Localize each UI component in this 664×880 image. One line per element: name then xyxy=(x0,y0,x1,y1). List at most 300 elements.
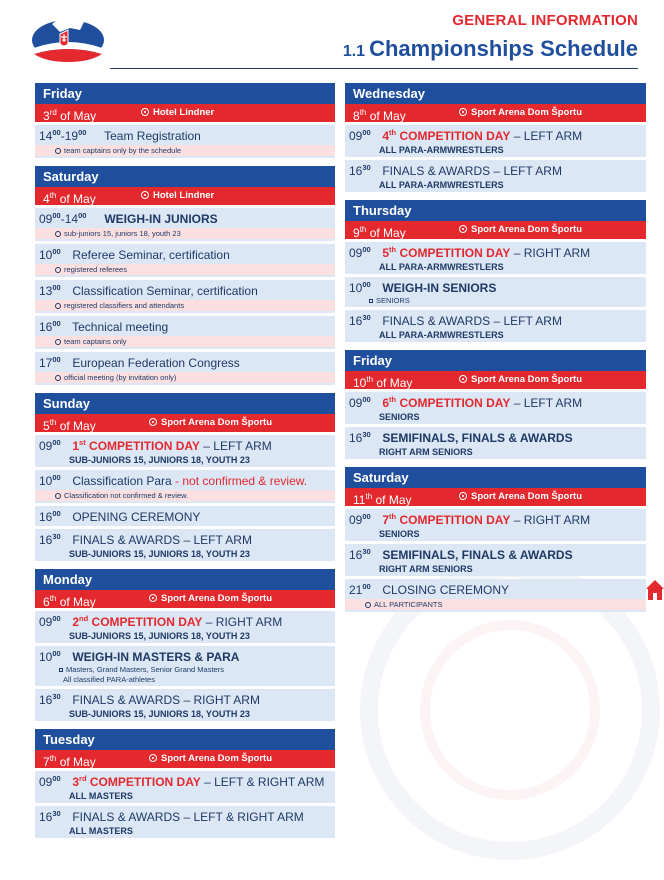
time-hour: 21 xyxy=(349,583,363,597)
event-time xyxy=(349,395,379,410)
title-text: Championships Schedule xyxy=(369,36,638,61)
time-minutes: 00 xyxy=(52,614,61,623)
event-note xyxy=(35,264,335,275)
date-number: 6 xyxy=(43,595,50,609)
date-number: 8 xyxy=(353,109,360,123)
venue xyxy=(141,104,214,122)
event-arm: – LEFT & RIGHT ARM xyxy=(200,775,325,789)
location-pin-icon xyxy=(141,108,149,116)
date-bar xyxy=(35,187,335,205)
day-name: Sunday xyxy=(35,393,335,414)
competition-day-number: 6 xyxy=(382,396,390,410)
schedule-event xyxy=(345,310,646,342)
time-separator: - xyxy=(60,129,65,143)
location-pin-icon xyxy=(149,754,157,762)
date-month: of May xyxy=(56,755,96,769)
location-pin-icon xyxy=(141,191,149,199)
date-bar xyxy=(345,221,646,239)
event-title: Classification Seminar, certification xyxy=(72,284,258,298)
event-line xyxy=(39,247,335,262)
venue-name: Sport Arena Dom Športu xyxy=(471,224,583,235)
event-time xyxy=(349,547,379,562)
date-month: of May xyxy=(56,419,96,433)
event-participants: ALL MASTERS xyxy=(69,826,133,836)
location-pin-icon xyxy=(459,492,467,500)
competition-day-number: 5 xyxy=(382,246,390,260)
event-line xyxy=(39,128,335,143)
day-block xyxy=(35,83,335,158)
event-time xyxy=(39,774,69,789)
event-time xyxy=(39,247,69,262)
date-suffix: th xyxy=(49,754,57,763)
schedule-event xyxy=(35,316,335,349)
event-participants-detail xyxy=(349,296,646,305)
note-text: Classification not confirmed & review. xyxy=(64,491,189,500)
event-line xyxy=(39,438,335,453)
event-line xyxy=(39,809,335,824)
day-block xyxy=(35,729,335,838)
time-hour: 10 xyxy=(39,474,53,488)
event-time xyxy=(39,438,69,453)
date-suffix: th xyxy=(49,418,57,427)
event-note xyxy=(35,490,335,501)
event-participants: SUB-JUNIORS 15, JUNIORS 18, YOUTH 23 xyxy=(69,631,250,641)
person-icon xyxy=(55,303,61,309)
event-arm: – LEFT ARM xyxy=(510,396,583,410)
event-time xyxy=(349,430,379,445)
person-icon xyxy=(55,375,61,381)
event-participants: RIGHT ARM SENIORS xyxy=(379,447,473,457)
venue-name: Hotel Lindner xyxy=(153,107,215,118)
event-title: WEIGH-IN MASTERS & PARA xyxy=(72,650,240,664)
event-line xyxy=(39,532,335,547)
competition-day-label xyxy=(72,615,202,629)
time-end-hour: 19 xyxy=(64,129,79,143)
venue-name: Sport Arena Dom Športu xyxy=(161,593,273,604)
competition-day-suffix: th xyxy=(389,395,397,404)
schedule-event xyxy=(345,160,646,192)
competition-day-text: COMPETITION DAY xyxy=(396,246,511,260)
event-line xyxy=(39,649,335,664)
event-time xyxy=(349,512,379,527)
competition-day-number: 3 xyxy=(72,775,80,789)
person-icon xyxy=(55,493,61,499)
event-time xyxy=(39,319,69,334)
event-title: SEMIFINALS, FINALS & AWARDS xyxy=(382,548,573,562)
date-suffix: rd xyxy=(49,108,57,117)
time-hour: 09 xyxy=(39,775,53,789)
event-note xyxy=(35,372,335,383)
schedule-event xyxy=(35,529,335,561)
schedule-event xyxy=(345,544,646,576)
location-pin-icon xyxy=(459,225,467,233)
time-hour: 16 xyxy=(39,810,53,824)
competition-day-label xyxy=(382,396,510,410)
person-icon xyxy=(55,339,61,345)
schedule-event xyxy=(345,125,646,157)
date-bar xyxy=(35,590,335,608)
event-time xyxy=(349,280,379,295)
time-hour: 17 xyxy=(39,356,53,370)
event-participants: RIGHT ARM SENIORS xyxy=(379,564,473,574)
time-minutes: 00 xyxy=(52,283,61,292)
date-suffix: th xyxy=(49,191,57,200)
event-participants: SUB-JUNIORS 15, JUNIORS 18, YOUTH 23 xyxy=(69,709,250,719)
schedule-event xyxy=(35,646,335,686)
date-suffix: th xyxy=(359,108,367,117)
page-title xyxy=(343,36,638,62)
event-line xyxy=(349,512,646,527)
date-number: 3 xyxy=(43,109,50,123)
event-arm: – RIGHT ARM xyxy=(510,246,591,260)
competition-day-number: 1 xyxy=(72,439,80,453)
day-name: Wednesday xyxy=(345,83,646,104)
competition-day-text: COMPETITION DAY xyxy=(88,615,203,629)
time-hour: 16 xyxy=(39,510,53,524)
venue-name: Sport Arena Dom Športu xyxy=(471,107,583,118)
competition-day-suffix: rd xyxy=(79,774,87,783)
date-number: 11 xyxy=(353,493,366,507)
event-time xyxy=(39,692,69,707)
event-time xyxy=(39,283,69,298)
competition-day-label xyxy=(72,439,200,453)
event-time xyxy=(349,163,379,178)
event-note xyxy=(35,228,335,239)
event-time xyxy=(39,509,69,524)
time-end-minutes: 00 xyxy=(78,211,87,220)
day-name: Saturday xyxy=(345,467,646,488)
schedule-event xyxy=(35,435,335,467)
event-time xyxy=(39,473,69,488)
event-participants: SENIORS xyxy=(379,529,420,539)
time-hour: 10 xyxy=(39,248,53,262)
date-bar xyxy=(345,371,646,389)
time-minutes: 00 xyxy=(362,128,371,137)
day-name: Saturday xyxy=(35,166,335,187)
time-hour: 14 xyxy=(39,129,53,143)
time-minutes: 00 xyxy=(52,649,61,658)
event-time xyxy=(39,355,69,370)
time-separator: - xyxy=(60,212,65,226)
time-hour: 09 xyxy=(349,513,363,527)
time-minutes: 30 xyxy=(52,532,61,541)
date-month: of May xyxy=(56,192,96,206)
time-end-hour: 14 xyxy=(64,212,79,226)
schedule-event xyxy=(345,242,646,274)
note-text: registered classifiers and attendants xyxy=(64,301,185,310)
competition-day-number: 4 xyxy=(382,129,390,143)
section-number: 1.1 xyxy=(342,43,366,60)
event-title: OPENING CEREMONY xyxy=(72,510,201,524)
event-line xyxy=(39,692,335,707)
venue xyxy=(149,750,272,768)
note-text: sub-juniors 15, juniors 18, youth 23 xyxy=(64,229,181,238)
event-time xyxy=(39,649,69,664)
event-line xyxy=(349,245,646,260)
venue xyxy=(459,221,582,239)
note-text: team captains only by the schedule xyxy=(64,146,182,155)
event-participants-detail: All classified PARA-athletes xyxy=(63,675,155,684)
venue-name: Sport Arena Dom Športu xyxy=(471,491,583,502)
competition-day-label xyxy=(72,775,200,789)
event-line xyxy=(39,509,335,524)
schedule-event xyxy=(35,125,335,158)
event-line xyxy=(349,313,646,328)
date-suffix: th xyxy=(359,225,367,234)
competition-day-label xyxy=(382,246,510,260)
event-line xyxy=(349,128,646,143)
competition-day-label xyxy=(382,513,510,527)
event-title: FINALS & AWARDS – RIGHT ARM xyxy=(72,693,260,707)
event-time xyxy=(349,313,379,328)
time-minutes: 30 xyxy=(362,547,371,556)
competition-day-text: COMPETITION DAY xyxy=(85,439,200,453)
competition-day-number: 7 xyxy=(382,513,390,527)
date-month: of May xyxy=(373,376,413,390)
note-text: registered referees xyxy=(64,265,127,274)
event-participants: ALL PARA-ARMWRESTLERS xyxy=(379,180,504,190)
time-minutes: 00 xyxy=(52,509,61,518)
time-minutes: 00 xyxy=(52,319,61,328)
watermark-seal-inner xyxy=(420,620,600,800)
event-title: Referee Seminar, certification xyxy=(72,248,230,262)
event-arm: – RIGHT ARM xyxy=(510,513,591,527)
event-time xyxy=(39,532,69,547)
schedule-event xyxy=(345,579,646,612)
event-participants-detail xyxy=(39,665,335,674)
event-line xyxy=(349,395,646,410)
day-name: Friday xyxy=(345,350,646,371)
event-time xyxy=(39,809,69,824)
event-time xyxy=(349,128,379,143)
venue xyxy=(459,371,582,389)
event-time xyxy=(39,614,69,629)
schedule-event xyxy=(35,689,335,721)
event-arm: – RIGHT ARM xyxy=(202,615,283,629)
event-note xyxy=(345,599,646,610)
competition-day-suffix: nd xyxy=(79,614,89,623)
event-arm: – LEFT ARM xyxy=(510,129,583,143)
competition-day-suffix: th xyxy=(389,245,397,254)
venue xyxy=(459,104,582,122)
event-title: FINALS & AWARDS – LEFT ARM xyxy=(382,164,562,178)
event-line xyxy=(349,430,646,445)
event-title: SEMIFINALS, FINALS & AWARDS xyxy=(382,431,573,445)
date-bar xyxy=(35,104,335,122)
time-minutes: 00 xyxy=(52,128,61,137)
time-hour: 10 xyxy=(349,281,363,295)
venue-name: Sport Arena Dom Športu xyxy=(471,374,583,385)
competition-day-text: COMPETITION DAY xyxy=(396,396,511,410)
day-name: Friday xyxy=(35,83,335,104)
date-bar xyxy=(345,104,646,122)
schedule-event xyxy=(35,806,335,838)
event-participants: ALL MASTERS xyxy=(69,791,133,801)
day-block xyxy=(345,467,646,612)
location-pin-icon xyxy=(149,594,157,602)
venue-name: Sport Arena Dom Športu xyxy=(161,753,273,764)
schedule-event xyxy=(345,277,646,307)
list-bullet-icon xyxy=(369,299,373,303)
time-minutes: 30 xyxy=(362,313,371,322)
time-hour: 16 xyxy=(349,164,363,178)
venue-name: Sport Arena Dom Športu xyxy=(161,417,273,428)
time-minutes: 00 xyxy=(362,245,371,254)
day-name: Monday xyxy=(35,569,335,590)
event-time xyxy=(349,582,379,597)
competition-day-text: COMPETITION DAY xyxy=(86,775,201,789)
time-hour: 09 xyxy=(349,129,363,143)
time-hour: 16 xyxy=(349,314,363,328)
date-number: 10 xyxy=(353,376,367,390)
day-block xyxy=(35,166,335,385)
competition-day-text: COMPETITION DAY xyxy=(396,129,511,143)
venue-name: Hotel Lindner xyxy=(153,190,215,201)
event-status-note: - not confirmed & review. xyxy=(171,474,308,488)
time-minutes: 00 xyxy=(52,355,61,364)
day-block xyxy=(345,200,646,342)
event-participants: SUB-JUNIORS 15, JUNIORS 18, YOUTH 23 xyxy=(69,549,250,559)
date-month: of May xyxy=(366,226,406,240)
event-participants: SENIORS xyxy=(379,412,420,422)
event-participants: SUB-JUNIORS 15, JUNIORS 18, YOUTH 23 xyxy=(69,455,250,465)
time-hour: 09 xyxy=(349,246,363,260)
event-participants: ALL PARA-ARMWRESTLERS xyxy=(379,262,504,272)
venue xyxy=(149,414,272,432)
day-name: Tuesday xyxy=(35,729,335,750)
person-icon xyxy=(365,602,371,608)
date-month: of May xyxy=(372,493,412,507)
schedule-event xyxy=(345,392,646,424)
date-number: 5 xyxy=(43,419,50,433)
event-title: WEIGH-IN JUNIORS xyxy=(104,212,218,226)
location-pin-icon xyxy=(149,418,157,426)
time-hour: 09 xyxy=(39,212,53,226)
date-number: 9 xyxy=(353,226,360,240)
event-title: WEIGH-IN SENIORS xyxy=(382,281,497,295)
schedule-event xyxy=(35,280,335,313)
time-minutes: 30 xyxy=(52,809,61,818)
event-line xyxy=(39,283,335,298)
venue xyxy=(149,590,272,608)
person-icon xyxy=(55,148,61,154)
date-suffix: th xyxy=(366,375,374,384)
event-time xyxy=(39,211,101,226)
event-line xyxy=(39,319,335,334)
time-minutes: 30 xyxy=(52,692,61,701)
location-pin-icon xyxy=(459,108,467,116)
date-bar xyxy=(35,750,335,768)
event-title: Classification Para xyxy=(72,474,172,488)
home-icon[interactable] xyxy=(645,578,664,602)
time-minutes: 00 xyxy=(52,247,61,256)
time-minutes: 00 xyxy=(52,438,61,447)
list-bullet-icon xyxy=(59,668,63,672)
event-note xyxy=(35,300,335,311)
event-arm: – LEFT ARM xyxy=(199,439,272,453)
date-bar xyxy=(345,488,646,506)
header-category: GENERAL INFORMATION xyxy=(452,12,638,29)
venue xyxy=(141,187,214,205)
time-hour: 16 xyxy=(39,693,53,707)
time-minutes: 00 xyxy=(52,473,61,482)
event-line xyxy=(39,211,335,226)
competition-day-suffix: st xyxy=(79,438,86,447)
schedule-event xyxy=(35,244,335,277)
date-month: of May xyxy=(366,109,406,123)
time-hour: 09 xyxy=(349,396,363,410)
time-end-minutes: 00 xyxy=(78,128,87,137)
date-month: of May xyxy=(56,109,97,123)
time-hour: 16 xyxy=(349,431,363,445)
schedule-event xyxy=(345,427,646,459)
event-title: Technical meeting xyxy=(72,320,169,334)
schedule-event xyxy=(35,208,335,241)
time-hour: 10 xyxy=(39,650,53,664)
event-line xyxy=(349,582,646,597)
date-suffix: th xyxy=(49,594,57,603)
competition-day-label xyxy=(382,129,510,143)
participants-text: SENIORS xyxy=(376,296,410,305)
date-number: 4 xyxy=(43,192,50,206)
event-title: European Federation Congress xyxy=(72,356,240,370)
person-icon xyxy=(55,231,61,237)
event-line xyxy=(349,163,646,178)
time-minutes: 00 xyxy=(362,512,371,521)
person-icon xyxy=(55,267,61,273)
time-hour: 13 xyxy=(39,284,53,298)
date-number: 7 xyxy=(43,755,50,769)
participants-text: Masters, Grand Masters, Senior Grand Masters xyxy=(66,665,224,674)
event-line xyxy=(39,774,335,789)
schedule-event xyxy=(35,470,335,503)
event-participants: ALL PARA-ARMWRESTLERS xyxy=(379,145,504,155)
schedule-event xyxy=(35,611,335,643)
competition-day-text: COMPETITION DAY xyxy=(396,513,511,527)
event-participants: ALL PARA-ARMWRESTLERS xyxy=(379,330,504,340)
event-time xyxy=(349,245,379,260)
time-minutes: 00 xyxy=(362,582,371,591)
date-bar xyxy=(35,414,335,432)
schedule-column-left xyxy=(35,83,335,846)
event-title: CLOSING CEREMONY xyxy=(382,583,510,597)
event-title: FINALS & AWARDS – LEFT ARM xyxy=(72,533,252,547)
day-block xyxy=(35,393,335,561)
event-line xyxy=(39,614,335,629)
event-note xyxy=(35,336,335,347)
schedule-event xyxy=(345,509,646,541)
time-hour: 16 xyxy=(39,533,53,547)
time-minutes: 00 xyxy=(52,211,61,220)
time-hour: 09 xyxy=(39,439,53,453)
competition-day-suffix: th xyxy=(389,512,397,521)
schedule-event xyxy=(35,352,335,385)
event-title: Team Registration xyxy=(104,129,201,143)
federation-logo-icon xyxy=(30,14,106,62)
event-title: FINALS & AWARDS – LEFT & RIGHT ARM xyxy=(72,810,304,824)
day-block xyxy=(35,569,335,721)
time-minutes: 30 xyxy=(362,163,371,172)
event-line xyxy=(39,473,335,488)
schedule-column-right xyxy=(345,83,646,620)
note-text: ALL PARTICIPANTS xyxy=(374,600,443,609)
event-line xyxy=(349,547,646,562)
competition-day-suffix: th xyxy=(389,128,397,137)
event-line xyxy=(39,355,335,370)
event-note xyxy=(35,145,335,156)
date-suffix: th xyxy=(365,492,373,501)
location-pin-icon xyxy=(459,375,467,383)
